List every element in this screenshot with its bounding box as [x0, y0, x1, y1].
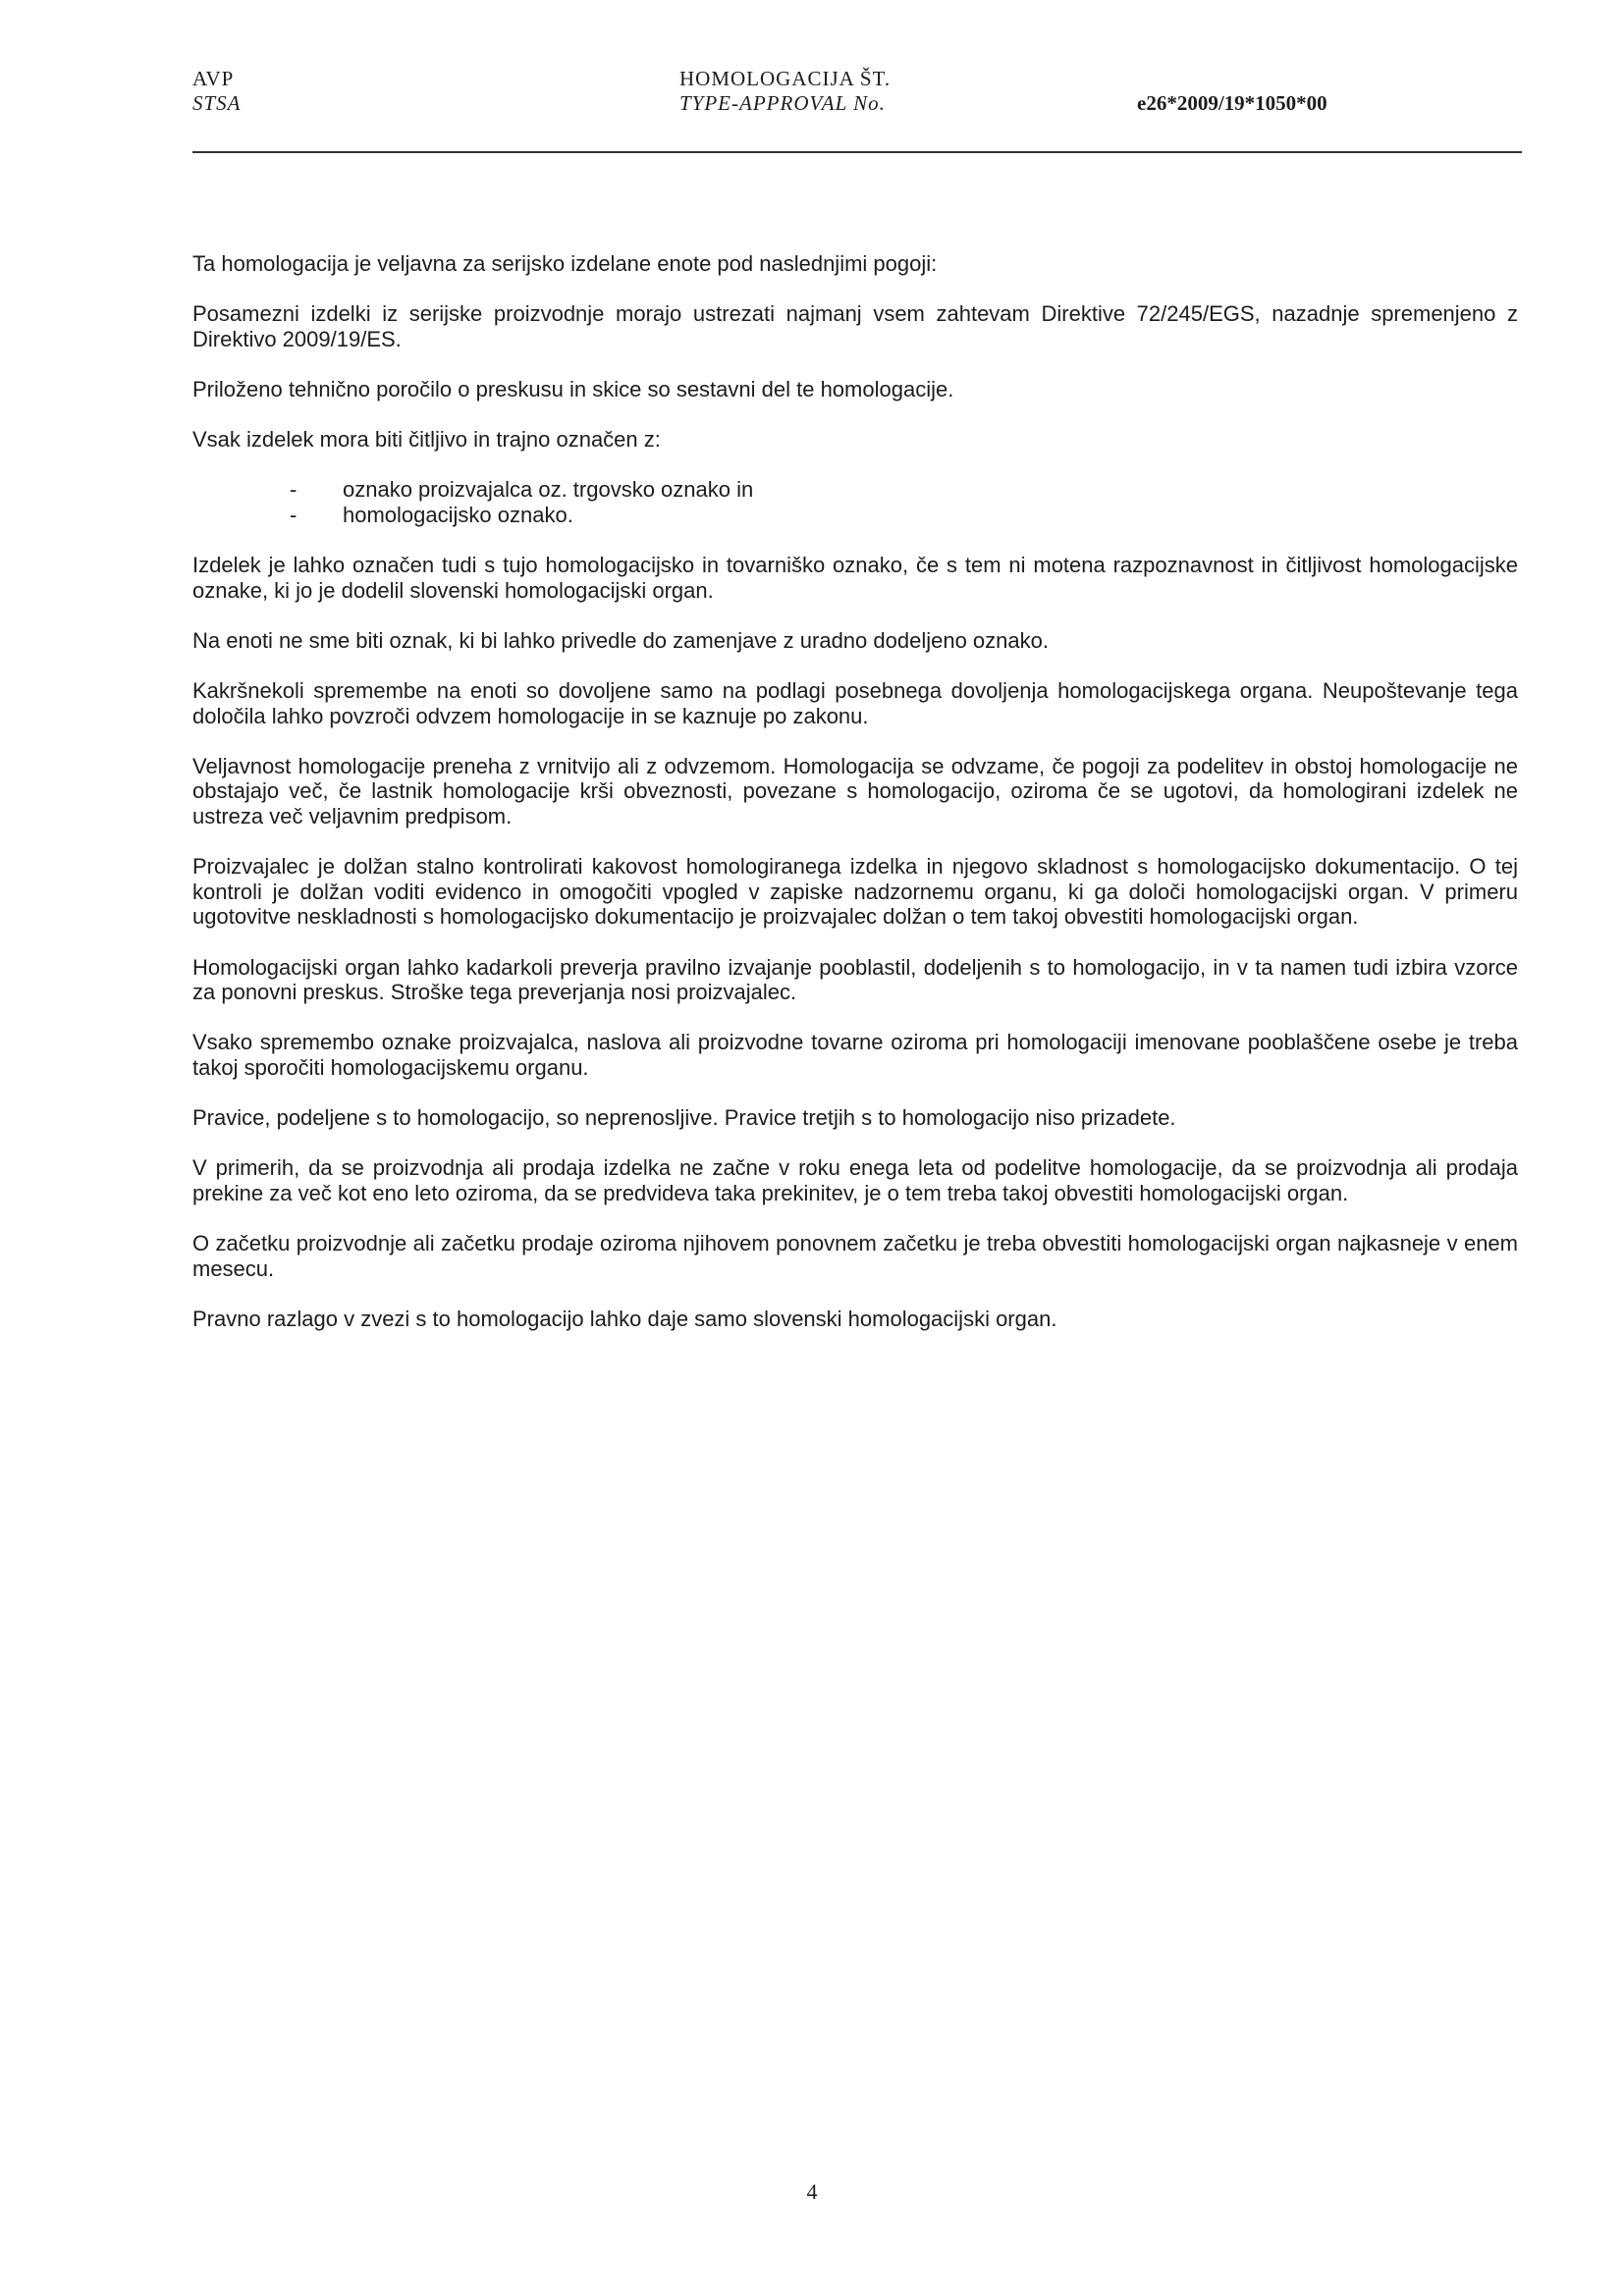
paragraph-validity-conditions: Ta homologacija je veljavna za serijsko izdelane enote pod naslednjimi pogoji: — [192, 251, 938, 276]
paragraph-change-notification: Vsako spremembo oznake proizvajalca, naslova ali proizvodne tovarne oziroma pri homologaciji imenovane pooblaščene osebe je treba takoj sporočiti homologacijskemu organu. — [192, 1030, 1518, 1080]
approval-number: e26*2009/19*1050*00 — [1137, 91, 1327, 115]
list-item — [192, 503, 1518, 528]
paragraph-modifications: Kakršnekoli spremembe na enoti so dovoljene samo na podlagi posebnega dovoljenja homologacijskega organa. Neupoštevanje tega določila lahko povzroči odvzem homologacije in se kaznuje po zakonu. — [192, 678, 1518, 728]
paragraph-production-interruption: V primerih, da se proizvodnja ali prodaja izdelka ne začne v roku enega leta od podelitve homologacije, da se proizvodnja ali prodaja prekine za več kot eno leto oziroma, da se predvideva taka prekinitev, je o tem treba takoj obvestiti homologacijski organ. — [192, 1155, 1518, 1205]
title-english: TYPE-APPROVAL No. — [679, 91, 886, 115]
paragraph-directive-compliance: Posamezni izdelki iz serijske proizvodnje morajo ustrezati najmanj vsem zahtevam Direktive 72/245/EGS, nazadnje spremenjeno z Direktivo 2009/19/ES. — [192, 301, 1518, 351]
document-body — [192, 251, 1518, 1357]
paragraph-quality-control: Proizvajalec je dolžan stalno kontrolirati kakovost homologiranega izdelka in njegovo skladnost s homologacijsko dokumentacijo. O tej kontroli je dolžan voditi evidenco in omogočiti vpogled v zapiske nadzornemu organu, ki ga določi homologacijski organ. V primeru ugotovitve neskladnosti s homologacijsko dokumentacijo je proizvajalec dolžan o tem takoj obvestiti homologacijski organ. — [192, 854, 1518, 930]
document-title — [679, 67, 891, 116]
paragraph-test-report: Priloženo tehnično poročilo o preskusu in skice so sestavni del te homologacije. — [192, 376, 954, 401]
page-number: 4 — [806, 2179, 818, 2204]
paragraph-legal-interpretation: Pravno razlago v zvezi s to homologacijo lahko daje samo slovenski homologacijski organ. — [192, 1306, 1057, 1331]
paragraph-marking-requirement: Vsak izdelek mora biti čitljivo in trajno označen z: — [192, 427, 661, 453]
paragraph-misleading-marks: Na enoti ne sme biti oznak, ki bi lahko privedle do zamenjave z uradno dodeljeno oznako. — [192, 627, 1049, 653]
marking-list — [192, 477, 1518, 527]
page-header — [192, 67, 1522, 155]
header-divider — [192, 151, 1522, 153]
list-item-text: homologacijsko oznako. — [343, 502, 573, 527]
list-item-text: oznako proizvajalca oz. trgovsko oznako in — [343, 477, 754, 503]
list-dash: - — [290, 502, 298, 527]
paragraph-production-start: O začetku proizvodnje ali začetku prodaje oziroma njihovem ponovnem začetku je treba obvestiti homologacijski organ najkasneje v enem mesecu. — [192, 1231, 1518, 1281]
paragraph-verification: Homologacijski organ lahko kadarkoli preverja pravilno izvajanje pooblastil, dodeljenih s to homologacijo, in v ta namen tudi izbira vzorce za ponovni preskus. Stroške tega preverjanja nosi proizvajalec. — [192, 954, 1518, 1005]
list-item — [192, 477, 1518, 503]
agency-abbreviation — [192, 67, 242, 116]
paragraph-validity-termination: Veljavnost homologacije preneha z vrnitvijo ali z odvzemom. Homologacija se odvzame, če pogoji za podelitev in obstoj homologacije ne obstajajo več, če lastnik homologacije krši obveznosti, povezane s homologacijo, oziroma če se ugotovi, da homologirani izdelek ne ustreza več veljavnim predpisom. — [192, 753, 1518, 829]
title-slovene: HOMOLOGACIJA ŠT. — [679, 67, 892, 90]
agency-abbr-en: STSA — [192, 91, 242, 115]
paragraph-rights: Pravice, podeljene s to homologacijo, so neprenosljive. Pravice tretjih s to homologacijo niso prizadete. — [192, 1105, 1176, 1131]
agency-abbr-sl: AVP — [192, 67, 235, 90]
paragraph-foreign-marking: Izdelek je lahko označen tudi s tujo homologacijsko in tovarniško oznako, če s tem ni motena razpoznavnost in čitljivost homologacijske oznake, ki jo je dodelil slovenski homologacijski organ. — [192, 553, 1518, 603]
list-dash: - — [290, 477, 298, 503]
